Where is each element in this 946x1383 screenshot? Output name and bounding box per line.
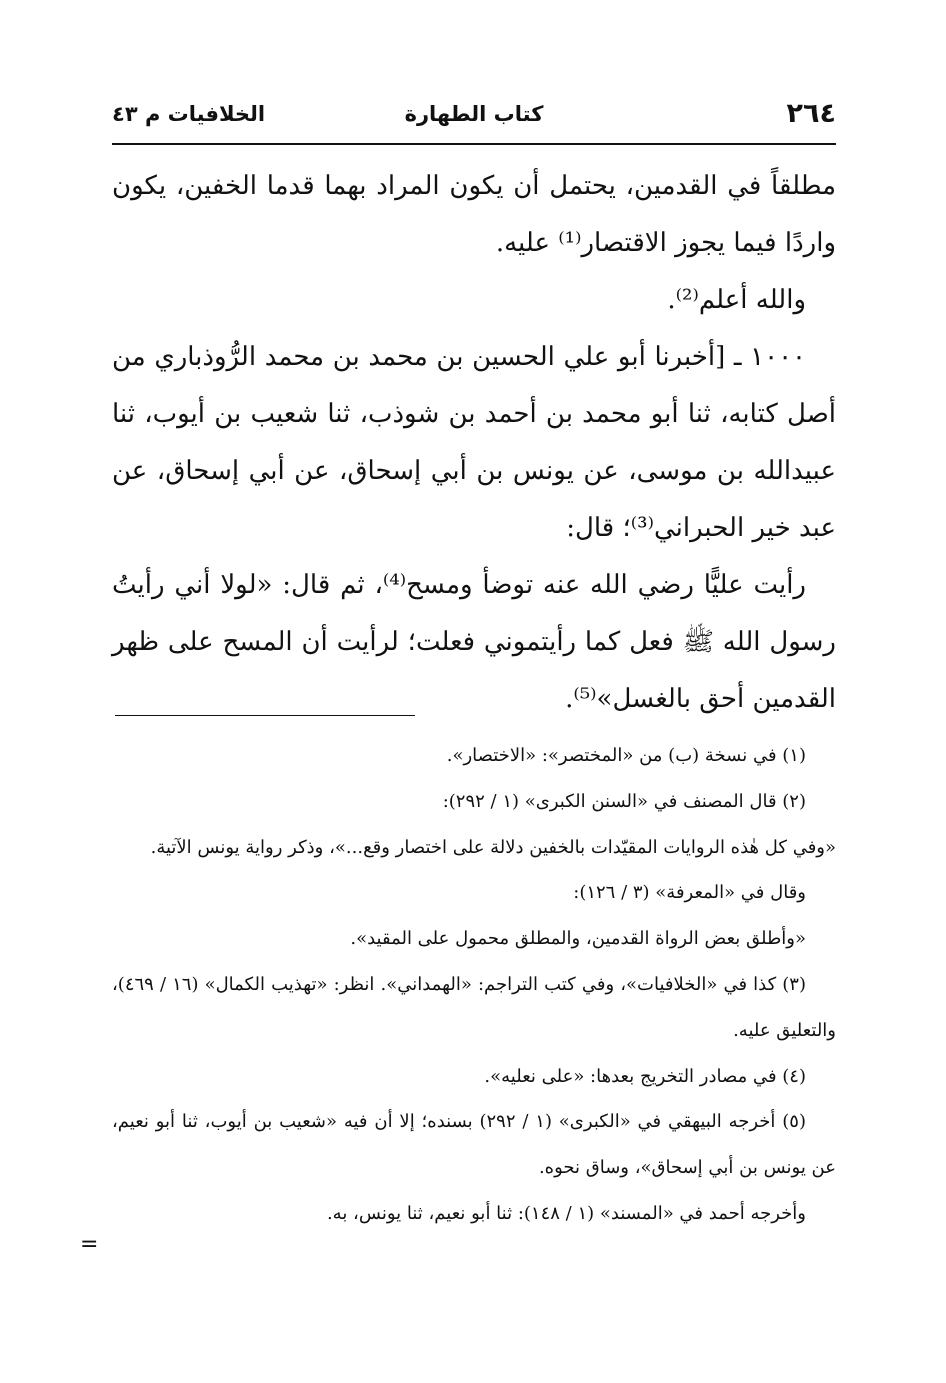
running-head: الخلافيات م ٤٣ [112,102,266,126]
continuation-mark: = [80,1232,99,1257]
footnote-quote: «وفي كل هٰذه الروايات المقيّدات بالخفين دلالة على اختصار وقع...»، وذكر رواية يونس الآتية. [150,836,836,858]
footnote: (٤) في مصادر التخريج بعدها: «على نعليه». [484,1065,806,1087]
chapter-title: كتاب الطهارة [404,102,544,126]
main-text [112,158,836,728]
footnote: وأخرجه أحمد في «المسند» (١ / ١٤٨): ثنا أبو نعيم، ثنا يونس، به. [326,1202,806,1224]
book-page [112,0,836,1383]
body-paragraph: مطلقاً في القدمين، يحتمل أن يكون المراد بهما قدما الخفين، يكون واردًا فيما يجوز الاقتصار⁽¹⁾ عليه. [112,171,836,258]
body-paragraph: والله أعلم⁽²⁾. [667,285,806,315]
footnote: (٢) قال المصنف في «السنن الكبرى» (١ / ٢٩٢): [442,790,806,812]
footnote-quote: «وأطلق بعض الرواة القدمين، والمطلق محمول على المقيد». [350,928,806,950]
page-header [112,98,836,138]
footnote-separator [115,715,415,716]
hadith-matn-paragraph: رأيت عليًّا رضي الله عنه توضأ ومسح⁽⁴⁾، ثم قال: «لولا أني رأيتُ رسول الله ﷺ فعل كما رأيتموني فعلت؛ لرأيت أن المسح على ظهر القدمين أحق بالغسل»⁽⁵⁾. [112,570,836,714]
footnote: (٣) كذا في «الخلافيات»، وفي كتب التراجم: «الهمداني». انظر: «تهذيب الكمال» (١٦ / ٤٦٩)، والتعليق عليه. [112,973,836,1041]
footnote: (٥) أخرجه البيهقي في «الكبرى» (١ / ٢٩٢) بسنده؛ إلا أن فيه «شعيب بن أيوب، ثنا أبو نعيم، عن يونس بن أبي إسحاق»، وساق نحوه. [112,1111,836,1179]
footnotes [112,733,836,1237]
footnote: (١) في نسخة (ب) من «المختصر»: «الاختصار». [446,745,806,766]
page-number: ٢٦٤ [786,98,836,129]
header-rule [112,143,836,145]
footnote: وقال في «المعرفة» (٣ / ١٢٦): [573,882,806,904]
hadith-isnad-paragraph: ١٠٠٠ ـ [أخبرنا أبو علي الحسين بن محمد بن محمد الرُّوذباري من أصل كتابه، ثنا أبو محمد بن أحمد بن شوذب، ثنا شعيب بن أيوب، ثنا عبيدالله بن موسى، عن يونس بن أبي إسحاق، عن أبي إسحاق، عن عبد خير الحبراني⁽³⁾؛ قال: [112,342,836,543]
